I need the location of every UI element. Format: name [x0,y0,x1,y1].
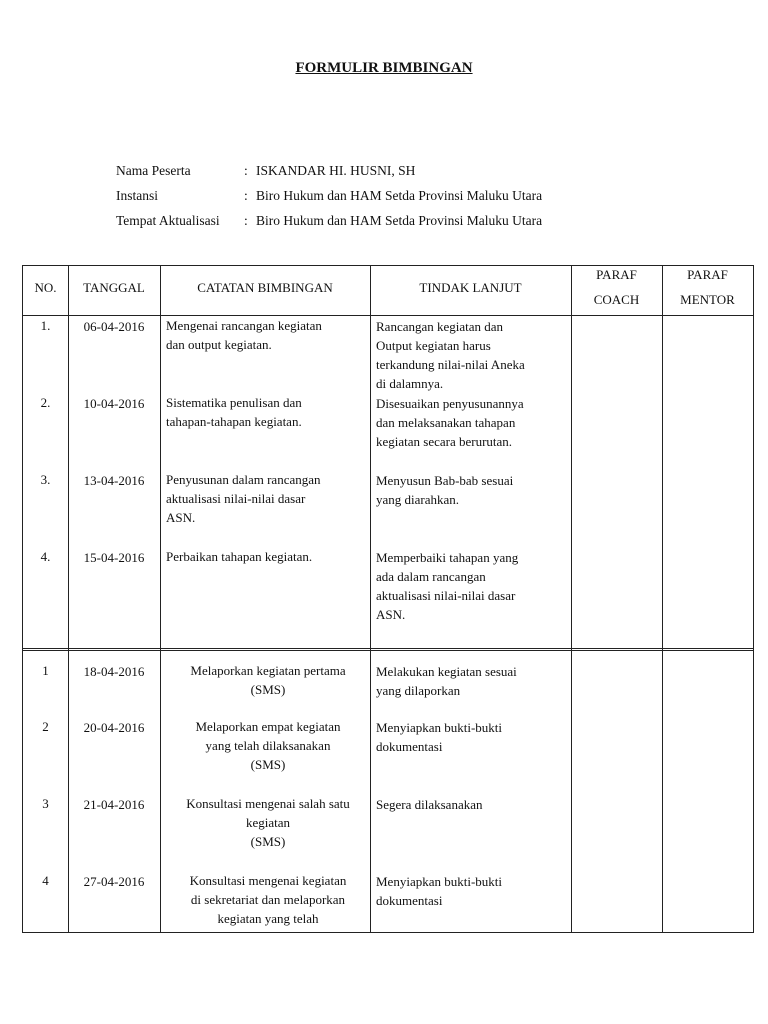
info-colon: : [244,213,248,228]
row-catatan-line: Konsultasi mengenai kegiatan [189,873,347,888]
form-title: FORMULIR BIMBINGAN [295,60,473,76]
header-tanggal: TANGGAL [83,280,145,295]
row-tindak-lanjut-line: yang diarahkan. [376,492,460,507]
row-tindak-lanjut-line: dokumentasi [376,739,443,754]
row-no: 4 [42,873,49,888]
guidance-table [22,265,754,933]
header-divider [23,315,753,316]
section-divider [23,648,753,651]
grid-line [571,266,572,932]
row-no: 3 [42,796,49,811]
row-tindak-lanjut-line: kegiatan secara berurutan. [376,434,513,449]
row-tanggal: 20-04-2016 [83,720,145,735]
row-tindak-lanjut-line: Output kegiatan harus [376,338,491,353]
row-catatan [166,794,370,851]
info-value: Biro Hukum dan HAM Setda Provinsi Maluku Utara [256,188,543,203]
row-no: 2 [42,719,49,734]
row-tindak-lanjut-line: Menyusun Bab-bab sesuai [376,473,514,488]
row-catatan [166,717,370,774]
row-tindak-lanjut [376,662,568,700]
info-label: Nama Peserta [116,163,191,178]
row-catatan-line: kegiatan [245,815,291,830]
row-no: 3. [40,472,51,487]
info-row-tempat [116,213,542,238]
row-tanggal: 21-04-2016 [83,797,145,812]
row-no: 2. [40,395,51,410]
row-tindak-lanjut [376,317,568,393]
info-colon: : [244,163,248,178]
row-tindak-lanjut [376,471,568,509]
row-catatan-line: (SMS) [250,682,286,697]
row-catatan [166,871,370,928]
row-tindak-lanjut-line: dokumentasi [376,893,443,908]
row-catatan [166,470,370,527]
row-catatan-line: dan output kegiatan. [166,337,272,352]
row-tindak-lanjut-line: Melakukan kegiatan sesuai [376,664,517,679]
row-tindak-lanjut-line: aktualisasi nilai-nilai dasar [376,588,516,603]
row-catatan-line: kegiatan yang telah [217,911,319,926]
info-row-instansi [116,188,542,213]
row-no: 1. [40,318,51,333]
row-catatan-line: (SMS) [250,757,286,772]
row-tindak-lanjut-line: yang dilaporkan [376,683,461,698]
row-tindak-lanjut-line: dan melaksanakan tahapan [376,415,516,430]
row-catatan-line: di sekretariat dan melaporkan [190,892,346,907]
grid-line [68,266,69,932]
row-tindak-lanjut-line: Segera dilaksanakan [376,797,483,812]
header-paraf-mentor-2: MENTOR [680,292,735,307]
row-catatan-line: Melaporkan kegiatan pertama [190,663,346,678]
row-catatan-line: Penyusunan dalam rancangan [166,472,321,487]
row-catatan-line: (SMS) [250,834,286,849]
header-paraf-coach-2: COACH [593,292,640,307]
info-label: Tempat Aktualisasi [116,213,220,228]
row-tindak-lanjut [376,795,568,814]
row-no: 1 [42,663,49,678]
row-tindak-lanjut [376,718,568,756]
row-catatan-line: Melaporkan empat kegiatan [195,719,341,734]
row-catatan-line: yang telah dilaksanakan [205,738,331,753]
row-catatan [166,316,370,354]
header-catatan: CATATAN BIMBINGAN [197,280,333,295]
row-tindak-lanjut-line: ASN. [376,607,406,622]
info-row-nama [116,163,542,188]
row-catatan [166,661,370,699]
row-tindak-lanjut-line: Rancangan kegiatan dan [376,319,504,334]
info-label: Instansi [116,188,158,203]
row-tindak-lanjut-line: Menyiapkan bukti-bukti [376,874,503,889]
row-tanggal: 13-04-2016 [83,473,145,488]
row-catatan-line: Perbaikan tahapan kegiatan. [166,549,313,564]
row-tindak-lanjut-line: Menyiapkan bukti-bukti [376,720,503,735]
row-tindak-lanjut-line: di dalamnya. [376,376,444,391]
grid-line [160,266,161,932]
row-catatan [166,393,370,431]
info-value: ISKANDAR HI. HUSNI, SH [256,163,416,178]
row-catatan [166,547,370,566]
header-tindak: TINDAK LANJUT [419,280,522,295]
info-value: Biro Hukum dan HAM Setda Provinsi Maluku Utara [256,213,543,228]
row-catatan-line: Mengenai rancangan kegiatan [166,318,322,333]
row-tanggal: 10-04-2016 [83,396,145,411]
row-catatan-line: ASN. [166,510,196,525]
info-colon: : [244,188,248,203]
header-no: NO. [34,280,57,295]
row-tindak-lanjut [376,872,568,910]
row-catatan-line: aktualisasi nilai-nilai dasar [166,491,306,506]
grid-line [370,266,371,932]
row-tanggal: 06-04-2016 [83,319,145,334]
row-tindak-lanjut [376,394,568,451]
row-tindak-lanjut-line: terkandung nilai-nilai Aneka [376,357,525,372]
row-catatan-line: tahapan-tahapan kegiatan. [166,414,302,429]
row-catatan-line: Sistematika penulisan dan [166,395,302,410]
grid-line [662,266,663,932]
row-tanggal: 15-04-2016 [83,550,145,565]
row-tanggal: 27-04-2016 [83,874,145,889]
row-no: 4. [40,549,51,564]
row-tindak-lanjut-line: Memperbaiki tahapan yang [376,550,519,565]
participant-info [116,163,542,238]
row-tanggal: 18-04-2016 [83,664,145,679]
row-catatan-line: Konsultasi mengenai salah satu [186,796,350,811]
row-tindak-lanjut-line: ada dalam rancangan [376,569,486,584]
header-paraf-coach-1: PARAF [596,267,637,282]
row-tindak-lanjut-line: Disesuaikan penyusunannya [376,396,524,411]
row-tindak-lanjut [376,548,568,624]
header-paraf-mentor-1: PARAF [687,267,728,282]
